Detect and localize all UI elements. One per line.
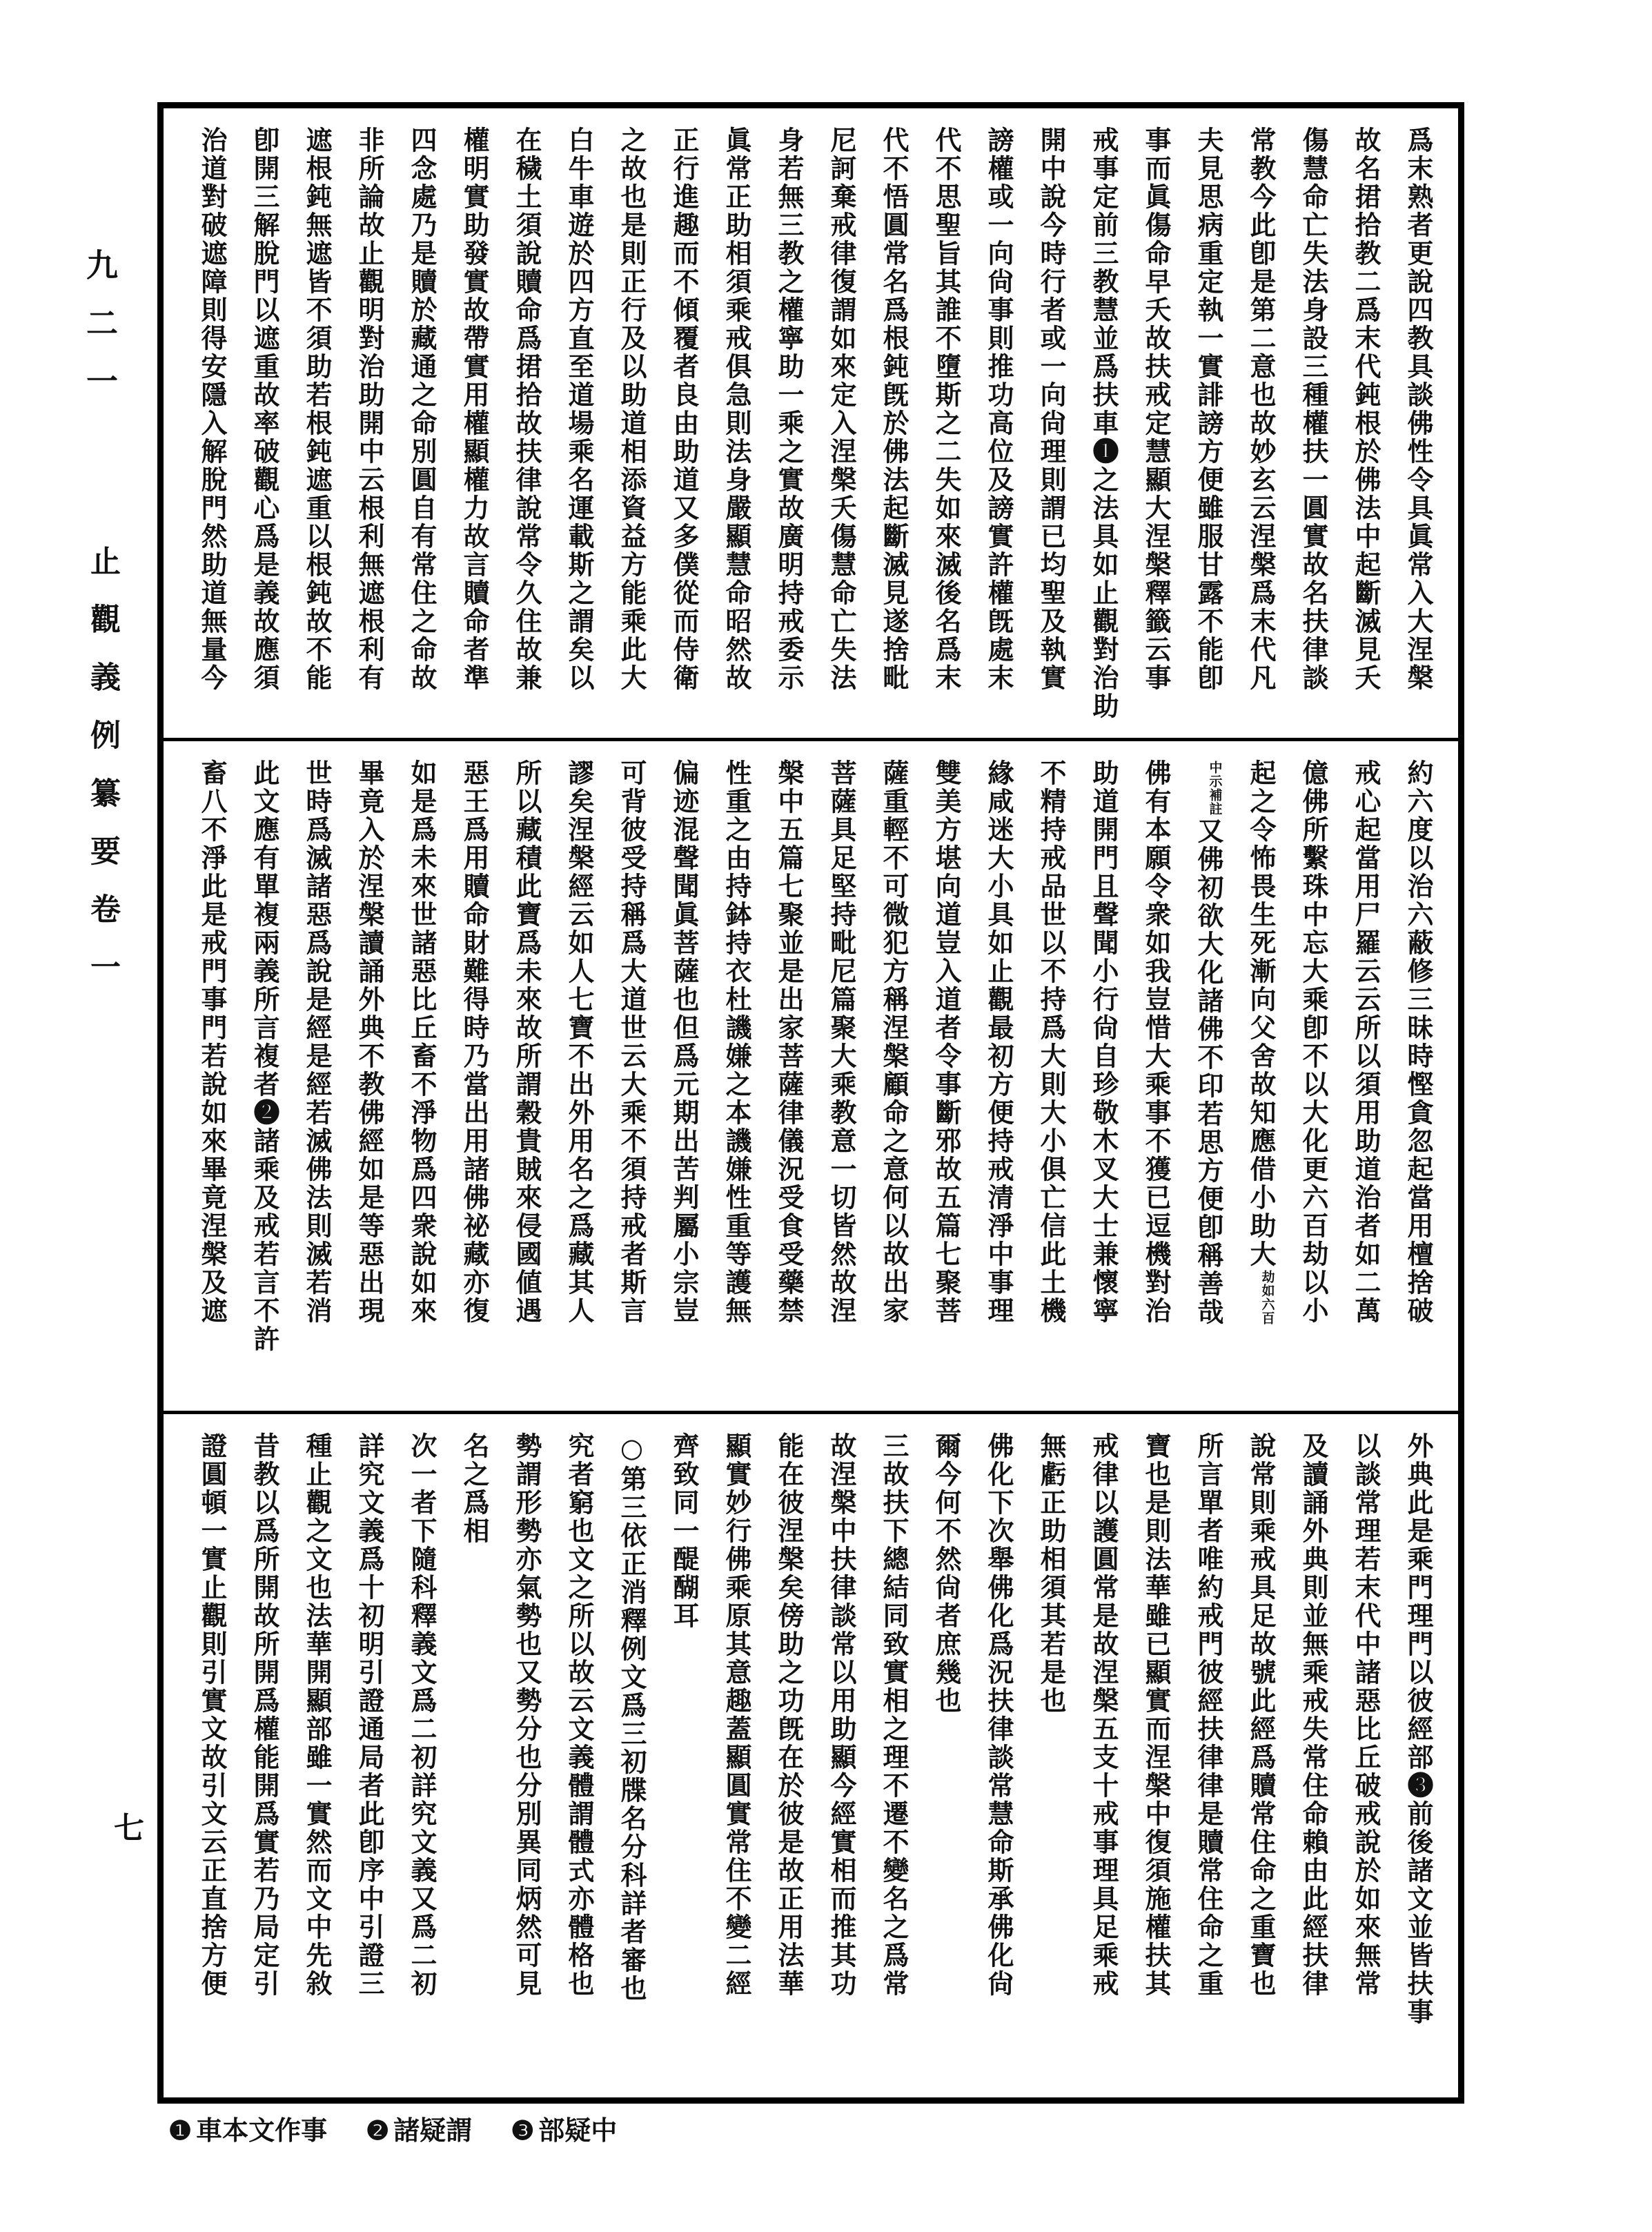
text-column: 三故扶下總結同致實相之理不遷不變名之爲常 — [878, 1432, 909, 1998]
text-column: 所以藏積此寶爲未來故所謂穀貴賊來侵國値遇 — [511, 759, 542, 1325]
text-column: 佛有本願令衆如我豈惜大乘事不獲已逗機對治 — [1141, 759, 1172, 1325]
text-column: 之故也是則正行及以助道相添資益方能乘此大 — [616, 126, 647, 692]
text-column: ○第三依正消釋例文爲三初牒名分科詳者審也 — [616, 1432, 647, 2003]
text-column: 約六度以治六蔽修三昧時慳貪忽起當用檀捨破 — [1403, 759, 1434, 1325]
text-column: 種止觀之文也法華開顯部雖一實然而文中先敘 — [302, 1432, 333, 1998]
margin-volume-title: 止觀義例纂要卷一 — [85, 545, 120, 1009]
text-column: 傷慧命亡失法身設三種權扶一圓實故名扶律談 — [1298, 126, 1329, 692]
text-column: 偏迹混聲聞眞菩薩也但爲元期出苦判屬小宗豈 — [669, 759, 700, 1325]
text-band-3 — [164, 1411, 1458, 2097]
text-column: 代不悟圓常名爲根鈍旣於佛法起斷滅見遂捨毗 — [878, 126, 909, 692]
text-column: 惡王爲用贖命財難得時乃當出用諸佛祕藏亦復 — [459, 759, 490, 1325]
footnote-text: 部疑中 — [538, 2115, 618, 2146]
text-column: 事而眞傷命早夭故扶戒定慧顯大涅槃釋籤云事 — [1141, 126, 1172, 692]
text-column: 世時爲滅諸惡爲說是經是經若滅佛法則滅若消 — [302, 759, 333, 1325]
footnote-marker-icon: ❶ — [168, 2115, 193, 2146]
text-column: 性重之由持鉢持衣杜譏嫌之本譏嫌性重等護無 — [721, 759, 752, 1325]
text-column: 菩薩具足堅持毗尼篇聚大乘教意一切皆然故涅 — [826, 759, 857, 1325]
text-column: 遮根鈍無遮皆不須助若根鈍遮重以根鈍故不能 — [302, 126, 333, 692]
footnote-line — [168, 2109, 656, 2147]
footnote-text: 諸疑謂 — [393, 2115, 473, 2146]
text-column: 故名捃拾教二爲末代鈍根於佛法中起斷滅見夭 — [1350, 126, 1381, 692]
margin-volume-number: 九二一 — [81, 248, 119, 422]
footnote-marker-icon: ❷ — [366, 2115, 390, 2146]
text-column: 卽開三解脫門以遮重故率破觀心爲是義故應須 — [249, 126, 280, 692]
text-column: 在穢土須說贖命爲捃拾故扶律說常令久住故兼 — [511, 126, 542, 692]
text-column: 證圓頓一實止觀則引實文故引文云正直捨方便 — [197, 1432, 228, 1998]
text-column: 謗權或一向尙事則推功高位及謗實許權旣處末 — [983, 126, 1014, 692]
text-column: 寶也是則法華雖已顯實而涅槃中復須施權扶其 — [1141, 1432, 1172, 1998]
text-column: 眞常正助相須乘戒俱急則法身嚴顯慧命昭然故 — [721, 126, 752, 692]
text-column: 畢竟入於涅槃讀誦外典不教佛經如是等惡出現 — [354, 759, 385, 1325]
text-column: 起之令怖畏生死漸向父舍故知應借小助大 六百 劫如 — [1246, 759, 1277, 1325]
text-column: 詳究文義爲十初明引證通局者此卽序中引證三 — [354, 1432, 385, 1998]
text-column: 名之爲相 — [459, 1432, 490, 1545]
text-column: 戒心起當用尸羅云云所以須用助道治者如二萬 — [1350, 759, 1381, 1325]
interlinear-note: 補註 中示 — [1207, 761, 1223, 816]
text-column: 補註 中示 又佛初欲大化諸佛不印若思方便卽稱善哉 — [1193, 761, 1224, 1327]
text-column: 此文應有單複兩義所言複者❷諸乘及戒若言不許 — [249, 759, 280, 1353]
footnote-marker-icon: ❸ — [511, 2115, 535, 2146]
text-column: 治道對破遮障則得安隱入解脫門然助道無量今 — [197, 126, 228, 692]
text-column: 億佛所繫珠中忘大乘卽不以大化更六百劫以小 — [1298, 759, 1329, 1325]
text-column: 如是爲未來世諸惡比丘畜不淨物爲四衆說如來 — [406, 759, 437, 1325]
footnote-item — [511, 2109, 617, 2147]
text-column: 爲末熟者更說四教具談佛性令具眞常入大涅槃 — [1403, 126, 1434, 692]
text-column: 開中說今時行者或一向尙理則謂已均聖及執實 — [1036, 126, 1067, 692]
text-frame — [157, 102, 1464, 2104]
text-column: 外典此是乘門理門以彼經部❸前後諸文並皆扶事 — [1403, 1432, 1434, 2026]
text-band-2 — [164, 738, 1458, 1411]
interlinear-note: 六百 劫如 — [1259, 1270, 1275, 1325]
text-column: 助道開門且聲聞小行尙自珍敬木叉大士兼懷寧 — [1088, 759, 1119, 1325]
text-column: 能在彼涅槃矣傍助之功旣在於彼是故正用法華 — [774, 1432, 805, 1998]
text-column: 昔教以爲所開故所開爲權能開爲實若乃局定引 — [249, 1432, 280, 1998]
text-column: 故涅槃中扶律談常以用助顯今經實相而推其功 — [826, 1432, 857, 1998]
text-column: 勢謂形勢亦氣勢也又勢分也分別異同炳然可見 — [511, 1432, 542, 1998]
text-column: 究者窮也文之所以故云文義體謂體式亦體格也 — [564, 1432, 595, 1998]
footnote-item — [366, 2109, 472, 2147]
text-column: 白牛車遊於四方直至道場乘名運載斯之謂矣以 — [564, 126, 595, 692]
text-column: 四念處乃是贖於藏通之命別圓自有常住之命故 — [406, 126, 437, 692]
footnote-item — [168, 2109, 327, 2147]
text-column: 爾今何不然尙者庶幾也 — [931, 1432, 962, 1715]
text-column: 非所論故止觀明對治助開中云根利無遮根利有 — [354, 126, 385, 692]
text-column: 無虧正助相須其若是也 — [1036, 1432, 1067, 1715]
text-column: 身若無三教之權寧助一乘之實故廣明持戒委示 — [774, 126, 805, 692]
text-column: 緣咸迷大小具如止觀最初方便持戒清淨中事理 — [983, 759, 1014, 1325]
text-column: 夫見思病重定執一實誹謗方便雖服甘露不能卽 — [1193, 126, 1224, 692]
text-column: 畜八不淨此是戒門事門若說如來畢竟涅槃及遮 — [197, 759, 228, 1325]
text-column: 戒律以護圓常是故涅槃五支十戒事理具足乘戒 — [1088, 1432, 1119, 1998]
text-column: 齊致同一醍醐耳 — [669, 1432, 700, 1630]
text-band-1 — [164, 108, 1458, 738]
text-column: 正行進趣而不傾覆者良由助道又多僕從而侍衛 — [669, 126, 700, 692]
text-column: 薩重輕不可微犯方稱涅槃顧命之意何以故出家 — [878, 759, 909, 1325]
text-column: 次一者下隨科釋義文爲二初詳究文義又爲二初 — [406, 1432, 437, 1998]
text-column: 槃中五篇七聚並是出家菩薩律儀況受食受藥禁 — [774, 759, 805, 1325]
text-column: 雙美方堪向道豈入道者令事斷邪故五篇七聚菩 — [931, 759, 962, 1325]
text-column: 及讀誦外典則並無乘戒失常住命賴由此經扶律 — [1298, 1432, 1329, 1998]
text-column: 代不思聖旨其誰不墮斯之二失如來滅後名爲末 — [931, 126, 962, 692]
text-column: 說常則乘戒具足故號此經爲贖常住命之重寶也 — [1246, 1432, 1277, 1998]
text-column: 謬矣涅槃經云如人七寶不出外用名之爲藏其人 — [564, 759, 595, 1325]
text-column: 佛化下次舉佛化爲況扶律談常慧命斯承佛化尙 — [983, 1432, 1014, 1998]
text-column: 以談常理若末代中諸惡比丘破戒說於如來無常 — [1350, 1432, 1381, 1998]
text-column: 戒事定前三教慧並爲扶車❶之法具如止觀對治助 — [1088, 126, 1119, 721]
text-column: 常教今此卽是第二意也故妙玄云涅槃爲末代凡 — [1246, 126, 1277, 692]
page-number: 七 — [108, 1812, 144, 1842]
text-column: 權明實助發實故帶實用權顯權力故言贖命者準 — [459, 126, 490, 692]
text-column: 顯實妙行佛乘原其意趣蓋顯圓實常住不變二經 — [721, 1432, 752, 1998]
text-column: 尼訶棄戒律復謂如來定入涅槃夭傷慧命亡失法 — [826, 126, 857, 692]
text-column: 所言單者唯約戒門彼經扶律律是贖常住命之重 — [1193, 1432, 1224, 1998]
text-column: 不精持戒品世以不持爲大則大小俱亡信此土機 — [1036, 759, 1067, 1325]
text-column: 可背彼受持稱爲大道世云大乘不須持戒者斯言 — [616, 759, 647, 1325]
footnote-text: 車本文作事 — [196, 2115, 328, 2146]
